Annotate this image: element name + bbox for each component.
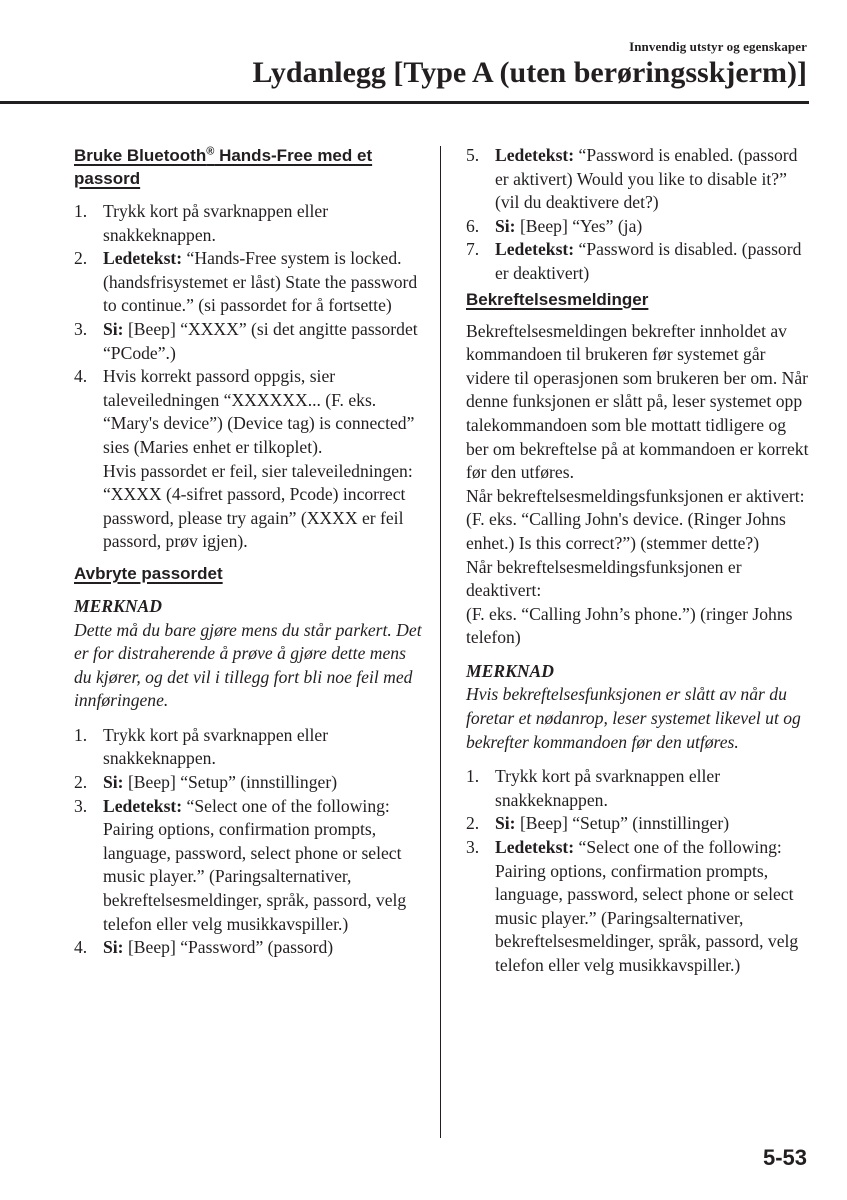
note-title: MERKNAD	[466, 660, 554, 681]
paragraph: (F. eks. “Calling John’s phone.”) (ringer Johns telefon)	[466, 603, 793, 648]
list-item: 2. Si: [Beep] “Setup” (innstillinger)	[74, 772, 338, 793]
cancel-password-steps-list	[74, 724, 422, 960]
confirmation-steps-list	[466, 765, 812, 977]
paragraph: Bekreftelsesmeldingen bekrefter innholdet av kommandoen til brukeren før systemet går videre til operasjonen som brukeren ber om. Når denne funksjonen er slått på, leser systemet opp talekommandoen som ble mottatt tidligere og ber om bekreftelse på at kommandoen er korrekt før den utføres.	[466, 320, 809, 483]
list-item: 5. Ledetekst: “Password is enabled. (passord er aktivert) Would you like to disable it?” (vil du deaktivere det?)	[466, 145, 798, 213]
list-item: 7. Ledetekst: “Password is disabled. (passord er deaktivert)	[466, 239, 802, 283]
list-item: 3. Si: [Beep] “XXXX” (si det angitte passordet “PCode”.)	[74, 318, 418, 363]
section-label: Innvendig utstyr og egenskaper	[629, 39, 807, 54]
paragraph: Når bekreftelsesmeldingsfunksjonen er aktivert:	[466, 485, 805, 506]
left-column	[74, 144, 422, 960]
section-heading-confirmation: Bekreftelsesmeldinger	[466, 289, 649, 309]
password-continued-list	[466, 144, 812, 286]
list-item: 1. Trykk kort på svarknappen eller snakkeknappen.	[466, 766, 721, 810]
page-number: 5-53	[762, 1145, 807, 1170]
list-item: 1. Trykk kort på svarknappen eller snakkeknappen.	[74, 724, 329, 769]
header-rule	[0, 101, 809, 104]
list-item: 2. Ledetekst: “Hands-Free system is locked. (handsfrisystemet er låst) State the password to continue.” (si passordet for å fortsette)	[74, 248, 418, 316]
right-column	[466, 144, 812, 978]
section-heading-cancel-password: Avbryte passordet	[74, 563, 223, 583]
list-item: 2. Si: [Beep] “Setup” (innstillinger)	[466, 813, 730, 834]
list-item: 6. Si: [Beep] “Yes” (ja)	[466, 215, 643, 236]
list-item: 4. Hvis korrekt passord oppgis, sier taleveiledningen “XXXXXX... (F. eks. “Mary's device”) (Device tag) is connected” sies (Maries enhet er tilkoplet). Hvis passordet er feil, sier taleveiledningen: “XXXX (4-sifret passord, Pcode) incorrect password, please try again” (XXXX er feil passord, prøv igjen).	[74, 366, 415, 552]
page-title: Lydanlegg [Type A (uten berøringsskjerm)]	[252, 56, 807, 89]
list-item: 4. Si: [Beep] “Password” (passord)	[74, 937, 334, 958]
paragraph: (F. eks. “Calling John's device. (Ringer Johns enhet.) Is this correct?”) (stemmer dette?)	[466, 509, 786, 553]
password-steps-list	[74, 200, 422, 554]
note-block	[466, 660, 812, 754]
note-text: Hvis bekreftelsesfunksjonen er slått av når du foretar et nødanrop, leser systemet likevel ut og bekrefter kommandoen før den utføres.	[466, 684, 801, 752]
list-item: 1. Trykk kort på svarknappen eller snakkeknappen.	[74, 201, 329, 245]
list-item: 3. Ledetekst: “Select one of the following: Pairing options, confirmation prompts, language, password, select phone or select music player.” (Paringsalternativer, bekreftelsesmeldinger, språk, passord, velg telefon eller velg musikkavspiller.)	[466, 837, 799, 975]
list-item: 3. Ledetekst: “Select one of the following: Pairing options, confirmation prompts, language, password, select phone or select music player.” (Paringsalternativer, bekreftelsesmeldinger, språk, passord, velg telefon eller velg musikkavspiller.)	[74, 795, 407, 934]
note-title: MERKNAD	[74, 595, 162, 616]
note-block	[74, 595, 422, 713]
section-heading-bluetooth-password: Bruke Bluetooth® Hands-Free med et passord	[74, 145, 373, 188]
note-text: Dette må du bare gjøre mens du står parkert. Det er for distraherende å prøve å gjøre dette mens du kjører, og det vil i tillegg fort bli noe feil med innføringene.	[74, 619, 422, 711]
paragraph: Når bekreftelsesmeldingsfunksjonen er deaktivert:	[466, 556, 742, 601]
column-divider	[440, 146, 441, 1138]
